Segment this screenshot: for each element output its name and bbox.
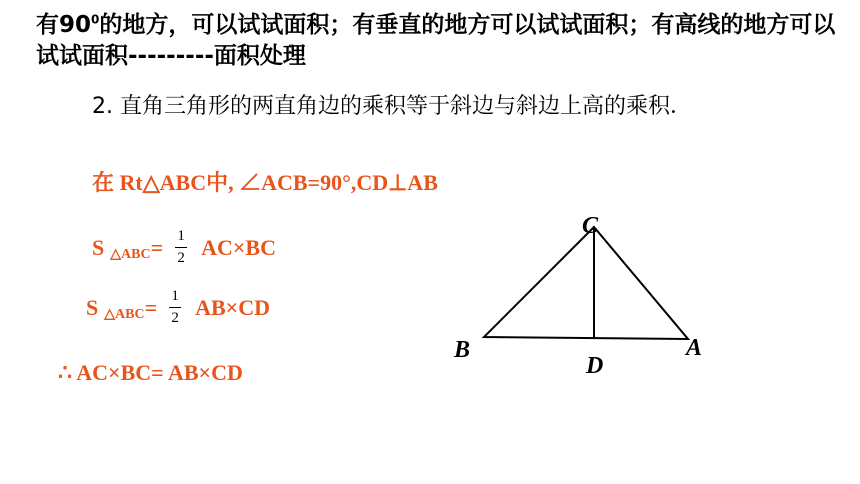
vertex-label-c: C: [582, 213, 599, 239]
degree-superscript: 0: [91, 12, 100, 27]
heading-part1: 有90: [36, 12, 92, 38]
area-symbol: S: [86, 294, 99, 320]
vertex-label-b: B: [454, 337, 471, 363]
fraction-denominator: 2: [171, 310, 179, 326]
fraction-bar: [175, 247, 187, 248]
fraction-bar: [169, 307, 181, 308]
right-triangle-figure: [440, 205, 740, 385]
conclusion-statement: ∴ AC×BC= AB×CD: [58, 360, 243, 385]
fraction-denominator: 2: [177, 250, 185, 266]
fraction-half: [175, 228, 187, 267]
heading-text: [36, 10, 836, 72]
area-subscript: △ABC: [104, 307, 145, 322]
area-formula-1: [92, 228, 276, 267]
theorem-statement: 2. 直角三角形的两直角边的乘积等于斜边与斜边上高的乘积．: [92, 94, 692, 119]
heading-part2: 的地方，可以试试面积；有垂直的地方可以试试面积；有高线的地方可以试试面积---------面积处理: [36, 12, 836, 69]
area-subscript: △ABC: [110, 247, 151, 262]
fraction-numerator: 1: [171, 288, 179, 304]
triangle-abc: [484, 227, 688, 339]
area-formula-2: [86, 288, 270, 327]
formula-rhs: AC×BC: [201, 234, 276, 260]
fraction-half: [169, 288, 181, 327]
equals-sign: =: [150, 234, 164, 260]
fraction-numerator: 1: [177, 228, 185, 244]
formula-rhs: AB×CD: [195, 294, 270, 320]
equals-sign: =: [144, 294, 158, 320]
vertex-label-a: A: [686, 335, 703, 361]
foot-label-d: D: [586, 353, 604, 379]
area-symbol: S: [92, 234, 105, 260]
given-statement: 在 Rt△ABC中, ∠ACB=90°,CD⊥AB: [92, 170, 438, 195]
